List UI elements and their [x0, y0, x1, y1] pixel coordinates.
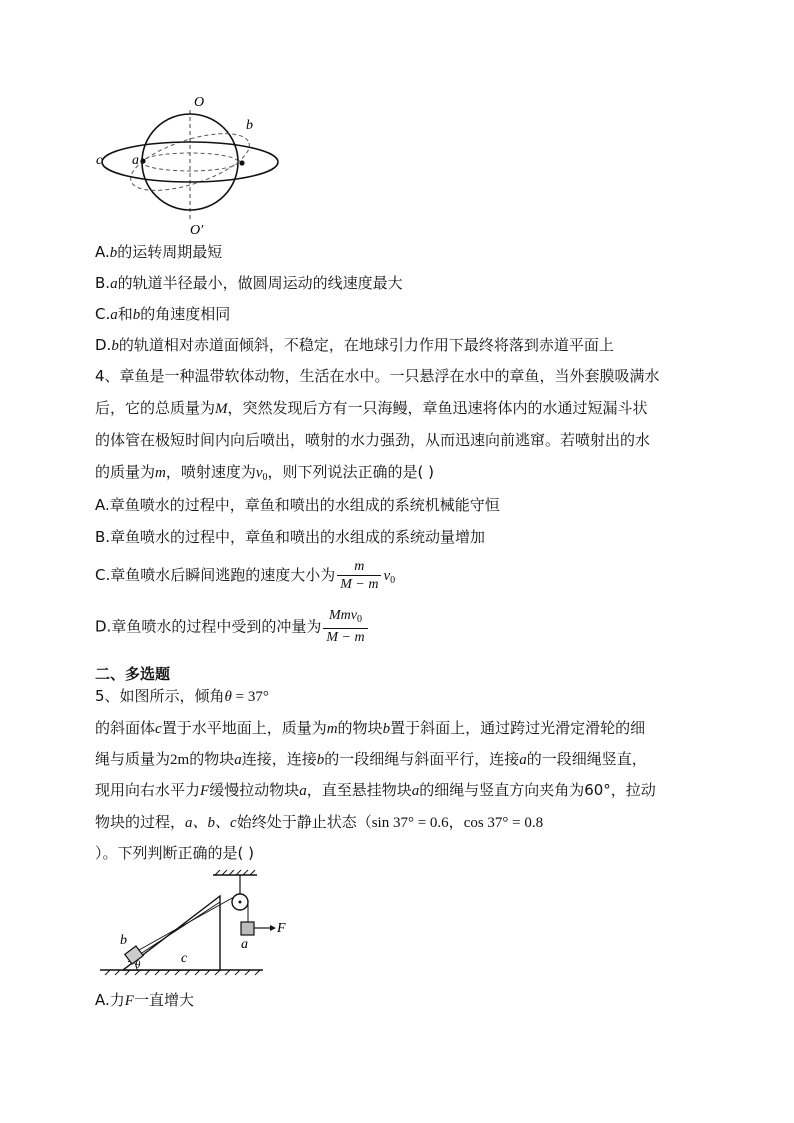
q4-option-D: D.章鱼喷水的过程中受到的冲量为 $\frac{Mmv_0}{M - m}$ [95, 608, 370, 646]
incline-figure [95, 868, 295, 983]
q4-stem-line-1: 4、章鱼是一种温带软体动物，生活在水中。一只悬浮在水中的章鱼，当外套膜吸满水 [95, 367, 660, 385]
section-heading: 二、多选题 [95, 665, 171, 683]
q5-option-A: A.力F一直增大 [95, 991, 194, 1009]
satellite-c [239, 160, 244, 165]
q3-option-A: A.b的运转周期最短 [95, 243, 223, 261]
label-a: a [241, 937, 248, 952]
orbit-figure [90, 92, 290, 237]
q4-stem-line-3: 的体管在极短时间内向后喷出，喷射的水力强劲，从而迅速向前逃窜。若喷射出的水 [95, 431, 651, 449]
q4-option-C: C.章鱼喷水后瞬间逃跑的速度大小为 $\frac{m}{M - m}$ $v_0$ [95, 558, 396, 592]
q4-option-A: A.章鱼喷水的过程中，章鱼和喷出的水组成的系统机械能守恒 [95, 496, 500, 514]
q5-stem-line-2: 的斜面体c置于水平地面上，质量为m的物块b置于斜面上，通过跨过光滑定滑轮的细 [95, 719, 646, 737]
q4-stem-line-2: 后，它的总质量为M，突然发现后方有一只海鳗，章鱼迅速将体内的水通过短漏斗状 [95, 399, 648, 417]
q5-stem-line-3: 绳与质量为2m的物块a连接，连接b的一段细绳与斜面平行，连接a的一段细绳竖直， [95, 750, 647, 768]
q5-stem-line-1: 5、如图所示，倾角θ = 37° [95, 687, 269, 705]
label-c: c [181, 951, 188, 966]
label-theta: θ [135, 959, 141, 971]
label-a: a [132, 153, 139, 168]
q3-option-C: C.a和b的角速度相同 [95, 305, 231, 323]
q5-stem-line-6: ）。下列判断正确的是( ) [95, 844, 254, 862]
satellite-a [140, 158, 145, 163]
label-b: b [120, 933, 127, 948]
q4-option-B: B.章鱼喷水的过程中，章鱼和喷出的水组成的系统动量增加 [95, 528, 486, 546]
label-c: c [96, 153, 103, 168]
fraction-D: $\frac{Mmv_0}{M - m}$ [323, 608, 367, 646]
q4-stem-line-4: 的质量为m，喷射速度为$v_0$，则下列说法正确的是( ) [95, 463, 435, 483]
q3-option-D: D.b的轨道相对赤道面倾斜，不稳定，在地球引力作用下最终将落到赤道平面上 [95, 336, 614, 354]
q5-stem-line-5: 物块的过程，a、b、c始终处于静止状态（sin 37° = 0.6，cos 37° = 0.8 [95, 813, 544, 831]
q3-option-B: B.a的轨道半径最小，做圆周运动的线速度最大 [95, 274, 403, 292]
label-O: O [194, 95, 205, 110]
label-O-prime: O′ [190, 223, 204, 237]
label-b: b [246, 118, 253, 133]
fraction-C: $\frac{m}{M - m}$ [337, 559, 381, 593]
label-F: F [277, 921, 286, 936]
block-a [241, 922, 254, 935]
q5-stem-line-4: 现用向右水平力F缓慢拉动物块a，直至悬挂物块a的细绳与竖直方向夹角为60°，拉动 [95, 781, 656, 799]
